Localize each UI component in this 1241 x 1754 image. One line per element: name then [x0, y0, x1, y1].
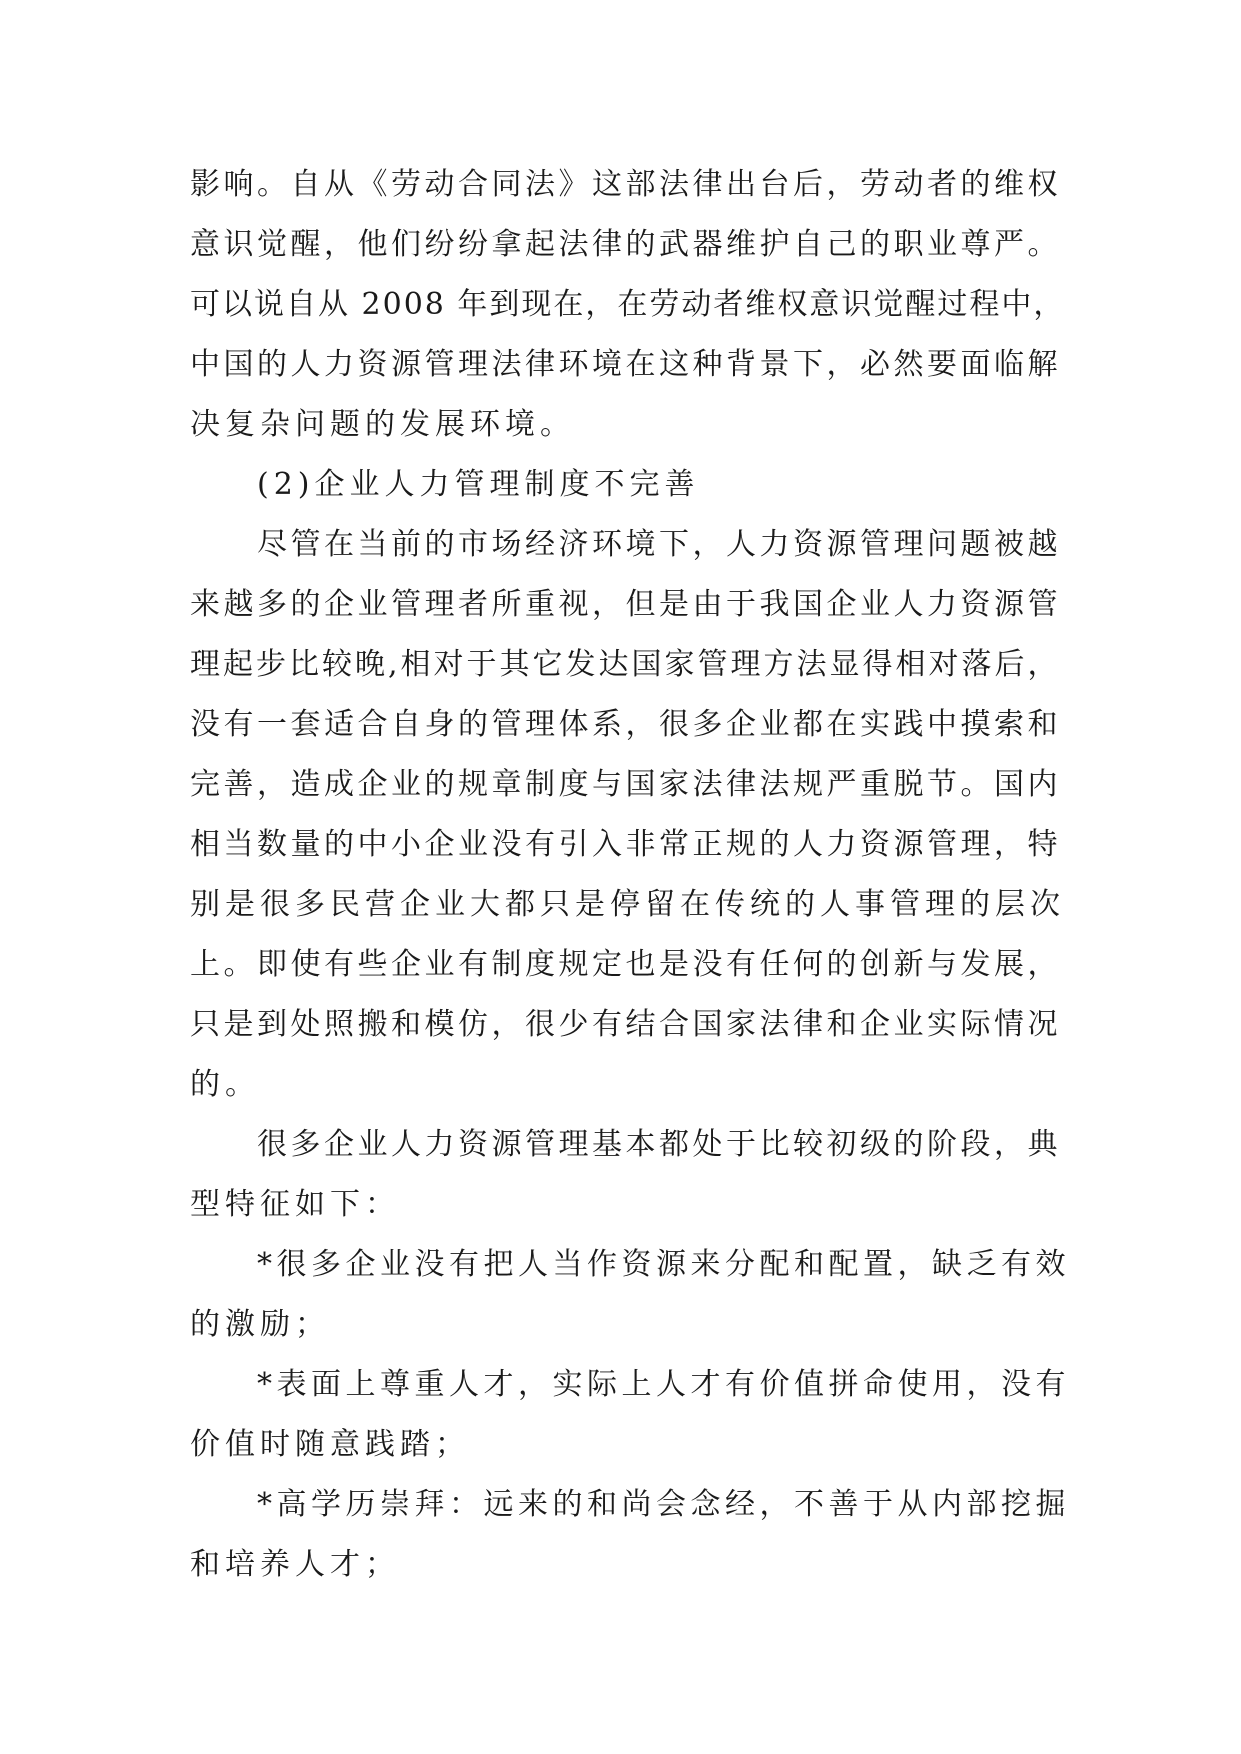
text-line-17: 很多企业人力资源管理基本都处于比较初级的阶段，典 — [257, 1127, 1061, 1162]
section-heading: (2)企业人力管理制度不完善 — [257, 467, 700, 502]
bullet-item-3: *高学历崇拜：远来的和尚会念经，不善于从内部挖掘 — [257, 1487, 1070, 1522]
bullet-item-1-cont: 的激励； — [190, 1307, 330, 1342]
text-line-8: 来越多的企业管理者所重视，但是由于我国企业人力资源管 — [190, 587, 1061, 622]
bullet-item-2-cont: 价值时随意践踏； — [190, 1427, 470, 1462]
text-line-13: 别是很多民营企业大都只是停留在传统的人事管理的层次 — [190, 887, 1065, 922]
text-line-18: 型特征如下： — [190, 1187, 400, 1222]
text-line-10: 没有一套适合自身的管理体系，很多企业都在实践中摸索和 — [190, 707, 1061, 742]
text-line-7: 尽管在当前的市场经济环境下，人力资源管理问题被越 — [257, 527, 1061, 562]
text-line-14: 上。即使有些企业有制度规定也是没有任何的创新与发展， — [190, 947, 1061, 982]
bullet-item-3-cont: 和培养人才； — [190, 1547, 400, 1582]
text-line-16: 的。 — [190, 1067, 260, 1102]
text-line-11: 完善，造成企业的规章制度与国家法律法规严重脱节。国内 — [190, 767, 1061, 802]
text-line-3: 可以说自从 2008 年到现在，在劳动者维权意识觉醒过程中， — [190, 287, 1066, 322]
text-line-1: 影响。自从《劳动合同法》这部法律出台后，劳动者的维权 — [190, 167, 1061, 202]
bullet-item-2: *表面上尊重人才，实际上人才有价值拼命使用，没有 — [257, 1367, 1070, 1402]
text-line-2: 意识觉醒，他们纷纷拿起法律的武器维护自己的职业尊严。 — [190, 227, 1061, 262]
text-line-15: 只是到处照搬和模仿，很少有结合国家法律和企业实际情况 — [190, 1007, 1061, 1042]
text-line-5: 决复杂问题的发展环境。 — [190, 407, 575, 442]
text-line-12: 相当数量的中小企业没有引入非常正规的人力资源管理，特 — [190, 827, 1061, 862]
bullet-item-1: *很多企业没有把人当作资源来分配和配置，缺乏有效 — [257, 1247, 1070, 1282]
text-line-9: 理起步比较晚,相对于其它发达国家管理方法显得相对落后， — [190, 647, 1061, 682]
text-line-4: 中国的人力资源管理法律环境在这种背景下，必然要面临解 — [190, 347, 1061, 382]
